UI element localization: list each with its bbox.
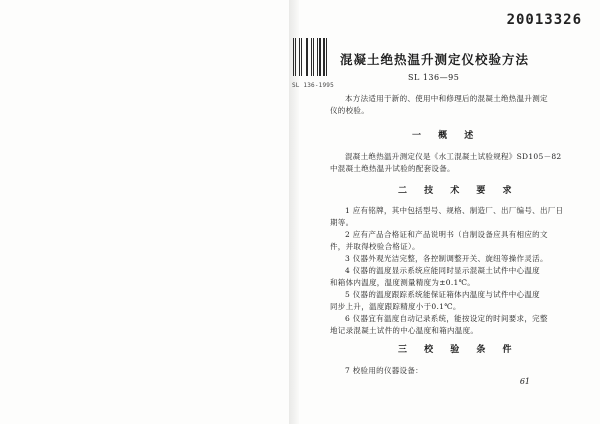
section-heading-overview: 一 概 述 [412,131,481,141]
tech-item-1-line-2: 期等。 [330,218,354,227]
barcode-bars [293,38,329,76]
barcode [293,38,329,84]
document-title: 混凝土绝热温升测定仪校验方法 [340,52,530,67]
tech-item-6-line-1: 6 仪器宜有温度自动记录系统，能按设定的时间要求，完整 [345,314,548,323]
section-heading-technical: 二 技 术 要 求 [398,186,519,196]
barcode-bar [297,38,298,76]
barcode-bar [315,38,316,76]
overview-line-1: 混凝土绝热温升测定仪是《水工混凝土试验规程》SD105－82 [345,152,562,161]
tech-item-1-line-1: 1 应有铭牌，其中包括型号、规格、制造厂、出厂编号、出厂日 [345,206,564,215]
barcode-bar [327,38,328,76]
barcode-bar [317,38,318,76]
barcode-bar [293,38,294,76]
tech-item-6-line-2: 地记录混凝土试件的中心温度和箱内温度。 [330,326,479,335]
intro-line-1: 本方法适用于新的、使用中和修理后的混凝土绝热温升测定 [345,94,548,103]
barcode-bar [323,38,324,76]
tech-item-4-line-1: 4 仪器的温度显示系统应能同时显示混凝土试件中心温度 [345,266,540,275]
barcode-bar [307,38,308,76]
section-heading-calibration: 三 校 验 条 件 [398,345,519,355]
barcode-bar [326,38,327,76]
barcode-bar [299,38,300,76]
barcode-label: SL 136-1995 [292,82,334,89]
barcode-bar [306,38,307,76]
tech-item-2-line-2: 件，并取得校验合格证）。 [330,242,420,251]
barcode-bar [322,38,323,76]
tech-item-4-line-2: 和箱体内温度，温度测量精度为±0.1℃。 [330,278,476,287]
overview-line-2: 中混凝土绝热温升试验的配套设备。 [330,164,455,173]
tech-item-5-line-1: 5 仪器的温度跟踪系统能保证箱体内温度与试件中心温度 [345,290,540,299]
tech-item-5-line-2: 同步上升，温度跟踪精度小于0.1℃。 [330,302,461,311]
barcode-bar [313,38,314,76]
barcode-bar [303,38,305,76]
page-number: 61 [519,377,530,386]
calibration-item-7: 7 校验用的仪器设备： [345,366,423,375]
tech-item-2-line-1: 2 应有产品合格证和产品说明书（自制设备应具有相应的文 [345,230,548,239]
tech-item-3-line-1: 3 仪器外观光洁完整，各控制调整开关、旋纽等操作灵活。 [345,254,548,263]
barcode-bar [311,38,312,76]
barcode-bar [319,38,321,76]
barcode-bar [301,38,302,76]
barcode-bar [295,38,296,76]
document-id: 20013326 [506,12,582,28]
barcode-bar [309,38,310,76]
standard-number: SL 136—95 [408,73,460,82]
intro-line-2: 仪的校验。 [330,106,369,115]
